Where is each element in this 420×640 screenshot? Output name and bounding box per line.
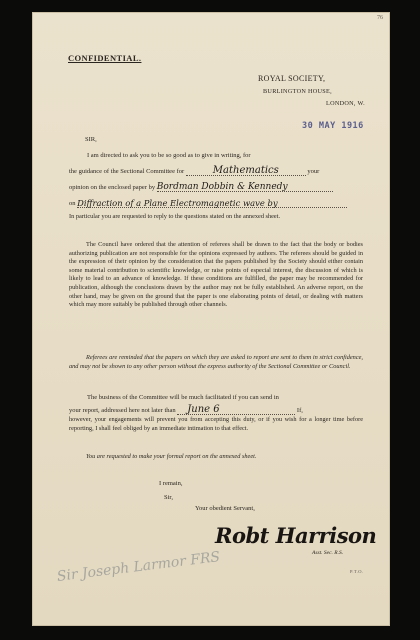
request-line-1-text: I am directed to ask you to be so good as to give in writing, for: [87, 152, 251, 159]
formal-report-notice: You are requested to make your formal report on the annexed sheet.: [86, 453, 257, 460]
confidential-heading: CONFIDENTIAL.: [68, 53, 142, 63]
letterhead-org: ROYAL SOCIETY,: [258, 74, 326, 83]
request-line-4: [69, 199, 347, 208]
paper-title-field: Diffraction of a Plane Electromagnetic wave by: [77, 199, 347, 208]
pto-mark: P.T.O.: [350, 569, 364, 574]
closing-sir: Sir,: [164, 494, 173, 501]
letterhead-city: LONDON, W.: [326, 100, 365, 107]
letterhead-building: BURLINGTON HOUSE,: [263, 88, 332, 95]
request-line-2: [69, 167, 319, 176]
committee-field: Mathematics: [186, 167, 306, 176]
referee-notice: Referees are reminded that the papers on which they are asked to report are sent to them in strict confidence, and may not be shown to any other person without the express authority of the Sectional Committee or Council.: [69, 354, 363, 370]
business-line-1: [87, 394, 279, 402]
request-line-1: [87, 152, 251, 160]
business-line-2-end: If,: [296, 407, 303, 414]
salutation: SIR,: [85, 136, 97, 143]
request-authors-label: opinion on the enclosed paper by: [69, 184, 156, 191]
request-committee-label: the guidance of the Sectional Committee for: [69, 168, 185, 175]
business-paragraph-rest: however, your engagements will prevent you from accepting this duty, or if you wish for a longer time before reporting, I shall feel obliged by an immediate intimation to that effect.: [69, 416, 363, 432]
deadline-field: June 6: [177, 406, 295, 415]
pencil-note: Sir Joseph Larmor FRS: [56, 549, 221, 585]
council-paragraph: The Council have ordered that the attention of referees shall be drawn to the fact that the body or bodies authorizing publication are not responsible for the opinions expressed by authors. The referees should be guided in the expression of their opinion by the consideration that the papers published by the Society should either contain some material contribution to scientific knowledge, or raise points of especial interest, the discussion of which is likely to lead to an advance of knowledge. If these conditions are fulfilled, the paper may be recommended for publication, although the conclusions drawn by the author may not be fully established. An adverse report, on the other hand, may be given on the ground that the paper is one elaborating points of detail, or dealing with matters which may more suitably be published through other channels.: [69, 241, 363, 309]
request-line-5: In particular you are requested to reply to the questions stated on the annexed sheet.: [69, 213, 281, 220]
letter-page: [32, 12, 390, 626]
request-line-3: [69, 183, 333, 192]
signatory-title: Asst. Sec. R.S.: [312, 550, 344, 556]
deadline-label: your report, addressed here not later than: [69, 407, 176, 414]
closing-remain: I remain,: [159, 480, 183, 487]
business-line-1-text: The business of the Committee will be much facilitated if you can send in: [87, 394, 279, 401]
business-line-2: [69, 406, 303, 415]
request-title-label: on: [69, 200, 76, 207]
authors-field: Bordman Dobbin & Kennedy: [157, 183, 333, 192]
request-line-2-end: your: [307, 168, 320, 175]
page-number: 76: [377, 15, 383, 21]
closing-servant: Your obedient Servant,: [195, 505, 255, 512]
date-stamp: 30 MAY 1916: [302, 121, 364, 131]
signature: Robt Harrison: [215, 523, 377, 548]
